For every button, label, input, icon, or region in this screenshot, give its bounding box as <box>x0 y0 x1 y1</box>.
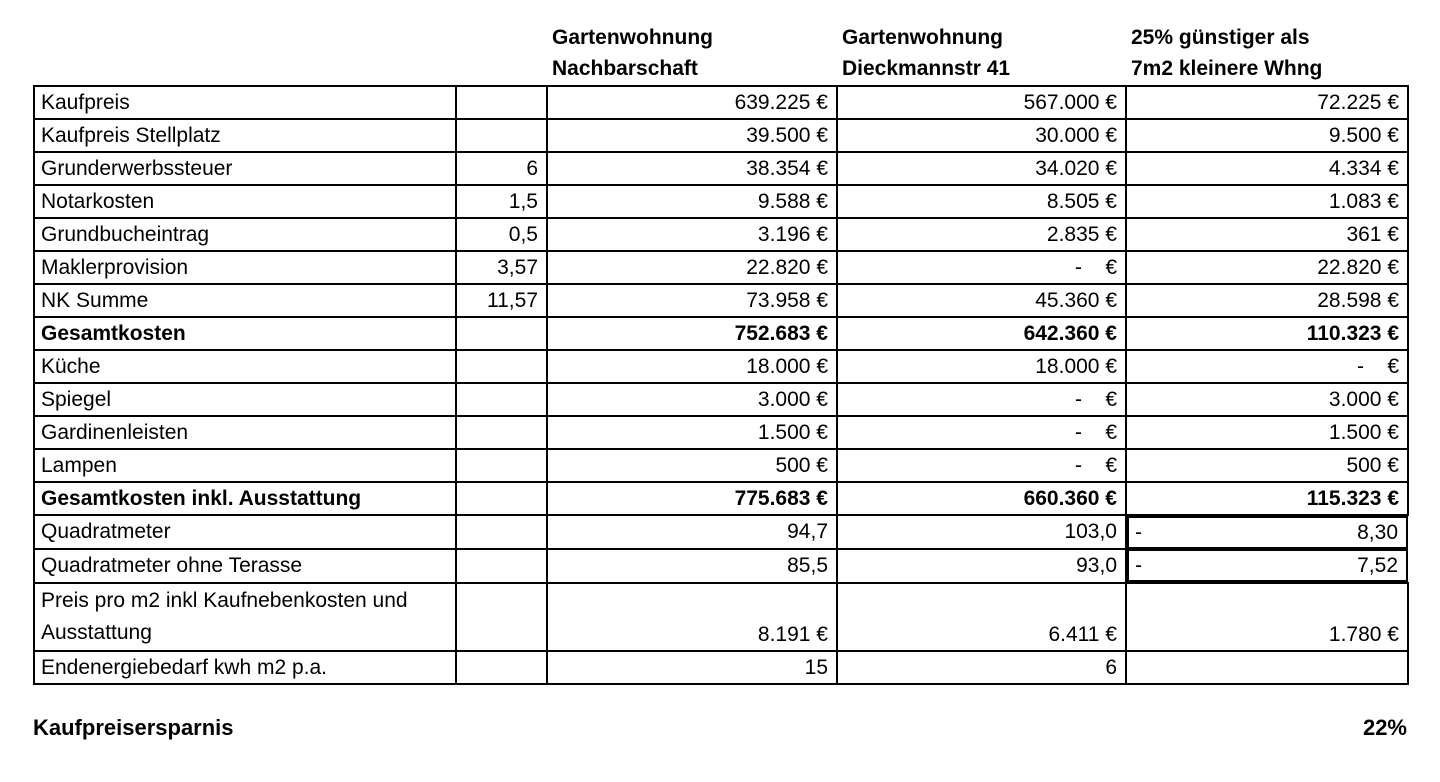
cell-percent: 3,57 <box>456 251 547 284</box>
cell-nachbarschaft: 39.500 € <box>547 119 837 152</box>
cell-dieckmannstr: 93,0 <box>837 549 1126 583</box>
cell-nachbarschaft: 85,5 <box>547 549 837 583</box>
summary-label: Kaufpreisersparnis <box>33 715 234 740</box>
table-header <box>33 22 1407 84</box>
table-row <box>34 449 1408 482</box>
header-col-nachbarschaft <box>546 22 836 84</box>
table-row <box>34 549 1408 583</box>
cell-percent <box>456 651 547 684</box>
summary-row <box>33 715 1407 741</box>
cell-percent <box>456 449 547 482</box>
comparison-table <box>33 85 1409 685</box>
header-line: 7m2 kleinere Whng <box>1131 57 1323 80</box>
cell-nachbarschaft: 22.820 € <box>547 251 837 284</box>
cell-difference: 115.323 € <box>1126 482 1408 515</box>
cell-dieckmannstr: 6 <box>837 651 1126 684</box>
cell-label: Gardinenleisten <box>34 416 456 449</box>
negative-sign: - <box>1135 520 1142 544</box>
cell-difference: 72.225 € <box>1126 86 1408 119</box>
cell-difference: 500 € <box>1126 449 1408 482</box>
cell-label: Notarkosten <box>34 185 456 218</box>
cell-dieckmannstr: 30.000 € <box>837 119 1126 152</box>
table-row <box>34 583 1408 651</box>
cell-nachbarschaft: 94,7 <box>547 515 837 549</box>
cell-dieckmannstr: 8.505 € <box>837 185 1126 218</box>
cell-label: Kaufpreis <box>34 86 456 119</box>
cell-percent <box>456 86 547 119</box>
header-line: Gartenwohnung <box>552 26 713 49</box>
cell-label: Lampen <box>34 449 456 482</box>
cell-nachbarschaft: 9.588 € <box>547 185 837 218</box>
header-line: 25% günstiger als <box>1131 26 1310 49</box>
table-body <box>34 86 1408 684</box>
negative-sign: - <box>1135 553 1142 577</box>
header-line: Gartenwohnung <box>842 26 1003 49</box>
cell-value: 8,30 <box>1357 520 1398 544</box>
cell-nachbarschaft: 775.683 € <box>547 482 837 515</box>
cell-difference: 1.500 € <box>1126 416 1408 449</box>
cell-percent: 1,5 <box>456 185 547 218</box>
cell-percent <box>456 482 547 515</box>
cell-label: Quadratmeter ohne Terasse <box>34 549 456 583</box>
cell-percent: 11,57 <box>456 284 547 317</box>
table-row <box>34 185 1408 218</box>
cell-percent <box>456 515 547 549</box>
cell-label: Maklerprovision <box>34 251 456 284</box>
cell-label: Kaufpreis Stellplatz <box>34 119 456 152</box>
table-row <box>34 152 1408 185</box>
cell-dieckmannstr: 34.020 € <box>837 152 1126 185</box>
cell-dieckmannstr: 6.411 € <box>837 583 1126 651</box>
table-row <box>34 218 1408 251</box>
cell-dieckmannstr: 660.360 € <box>837 482 1126 515</box>
cell-percent <box>456 350 547 383</box>
cell-dieckmannstr: - € <box>837 383 1126 416</box>
table-row <box>34 86 1408 119</box>
cell-difference <box>1126 651 1408 684</box>
cell-label: Küche <box>34 350 456 383</box>
cell-difference: 3.000 € <box>1126 383 1408 416</box>
cell-dieckmannstr: 567.000 € <box>837 86 1126 119</box>
cell-difference: 22.820 € <box>1126 251 1408 284</box>
cell-dieckmannstr: - € <box>837 251 1126 284</box>
cell-dieckmannstr: 642.360 € <box>837 317 1126 350</box>
header-col-difference <box>1125 22 1407 84</box>
cell-nachbarschaft: 8.191 € <box>547 583 837 651</box>
table-row <box>34 284 1408 317</box>
cell-label: Preis pro m2 inkl Kaufnebenkosten und Ausstattung <box>34 583 456 651</box>
header-line: Nachbarschaft <box>552 57 698 80</box>
table-row <box>34 482 1408 515</box>
cell-nachbarschaft: 38.354 € <box>547 152 837 185</box>
table-row <box>34 119 1408 152</box>
cell-value: 7,52 <box>1357 553 1398 577</box>
cell-label: Gesamtkosten <box>34 317 456 350</box>
cell-nachbarschaft: 73.958 € <box>547 284 837 317</box>
cell-difference: 9.500 € <box>1126 119 1408 152</box>
cell-percent <box>456 549 547 583</box>
cell-dieckmannstr: 18.000 € <box>837 350 1126 383</box>
cell-difference: - € <box>1126 350 1408 383</box>
cell-percent <box>456 383 547 416</box>
cell-difference: 28.598 € <box>1126 284 1408 317</box>
cell-difference <box>1127 549 1408 582</box>
cell-difference: 4.334 € <box>1126 152 1408 185</box>
cell-percent <box>456 317 547 350</box>
table-row <box>34 350 1408 383</box>
cell-percent: 6 <box>456 152 547 185</box>
cell-dieckmannstr: 45.360 € <box>837 284 1126 317</box>
cell-difference: 361 € <box>1126 218 1408 251</box>
cell-difference: 1.780 € <box>1126 583 1408 651</box>
cell-nachbarschaft: 752.683 € <box>547 317 837 350</box>
cell-nachbarschaft: 3.196 € <box>547 218 837 251</box>
cell-nachbarschaft: 500 € <box>547 449 837 482</box>
table-row <box>34 515 1408 549</box>
cell-label: Endenergiebedarf kwh m2 p.a. <box>34 651 456 684</box>
cell-percent <box>456 583 547 651</box>
cell-dieckmannstr: - € <box>837 449 1126 482</box>
cell-difference: 1.083 € <box>1126 185 1408 218</box>
cell-difference: 110.323 € <box>1126 317 1408 350</box>
cell-percent: 0,5 <box>456 218 547 251</box>
table-row <box>34 651 1408 684</box>
cell-dieckmannstr: 103,0 <box>837 515 1126 549</box>
header-col-dieckmannstr <box>836 22 1125 84</box>
cell-nachbarschaft: 3.000 € <box>547 383 837 416</box>
cell-nachbarschaft: 15 <box>547 651 837 684</box>
cell-percent <box>456 119 547 152</box>
table-row <box>34 383 1408 416</box>
cell-dieckmannstr: 2.835 € <box>837 218 1126 251</box>
header-spacer <box>33 22 546 84</box>
cell-nachbarschaft: 18.000 € <box>547 350 837 383</box>
summary-value: 22% <box>1362 715 1407 740</box>
table-row <box>34 251 1408 284</box>
cell-nachbarschaft: 639.225 € <box>547 86 837 119</box>
header-line: Dieckmannstr 41 <box>842 57 1011 80</box>
cell-percent <box>456 416 547 449</box>
cell-label: Spiegel <box>34 383 456 416</box>
cell-nachbarschaft: 1.500 € <box>547 416 837 449</box>
cell-label: NK Summe <box>34 284 456 317</box>
cell-label: Grunderwerbssteuer <box>34 152 456 185</box>
table-row <box>34 317 1408 350</box>
cell-label: Gesamtkosten inkl. Ausstattung <box>34 482 456 515</box>
cell-difference <box>1127 516 1408 549</box>
cell-dieckmannstr: - € <box>837 416 1126 449</box>
cell-label: Grundbucheintrag <box>34 218 456 251</box>
cell-label: Quadratmeter <box>34 515 456 549</box>
table-row <box>34 416 1408 449</box>
